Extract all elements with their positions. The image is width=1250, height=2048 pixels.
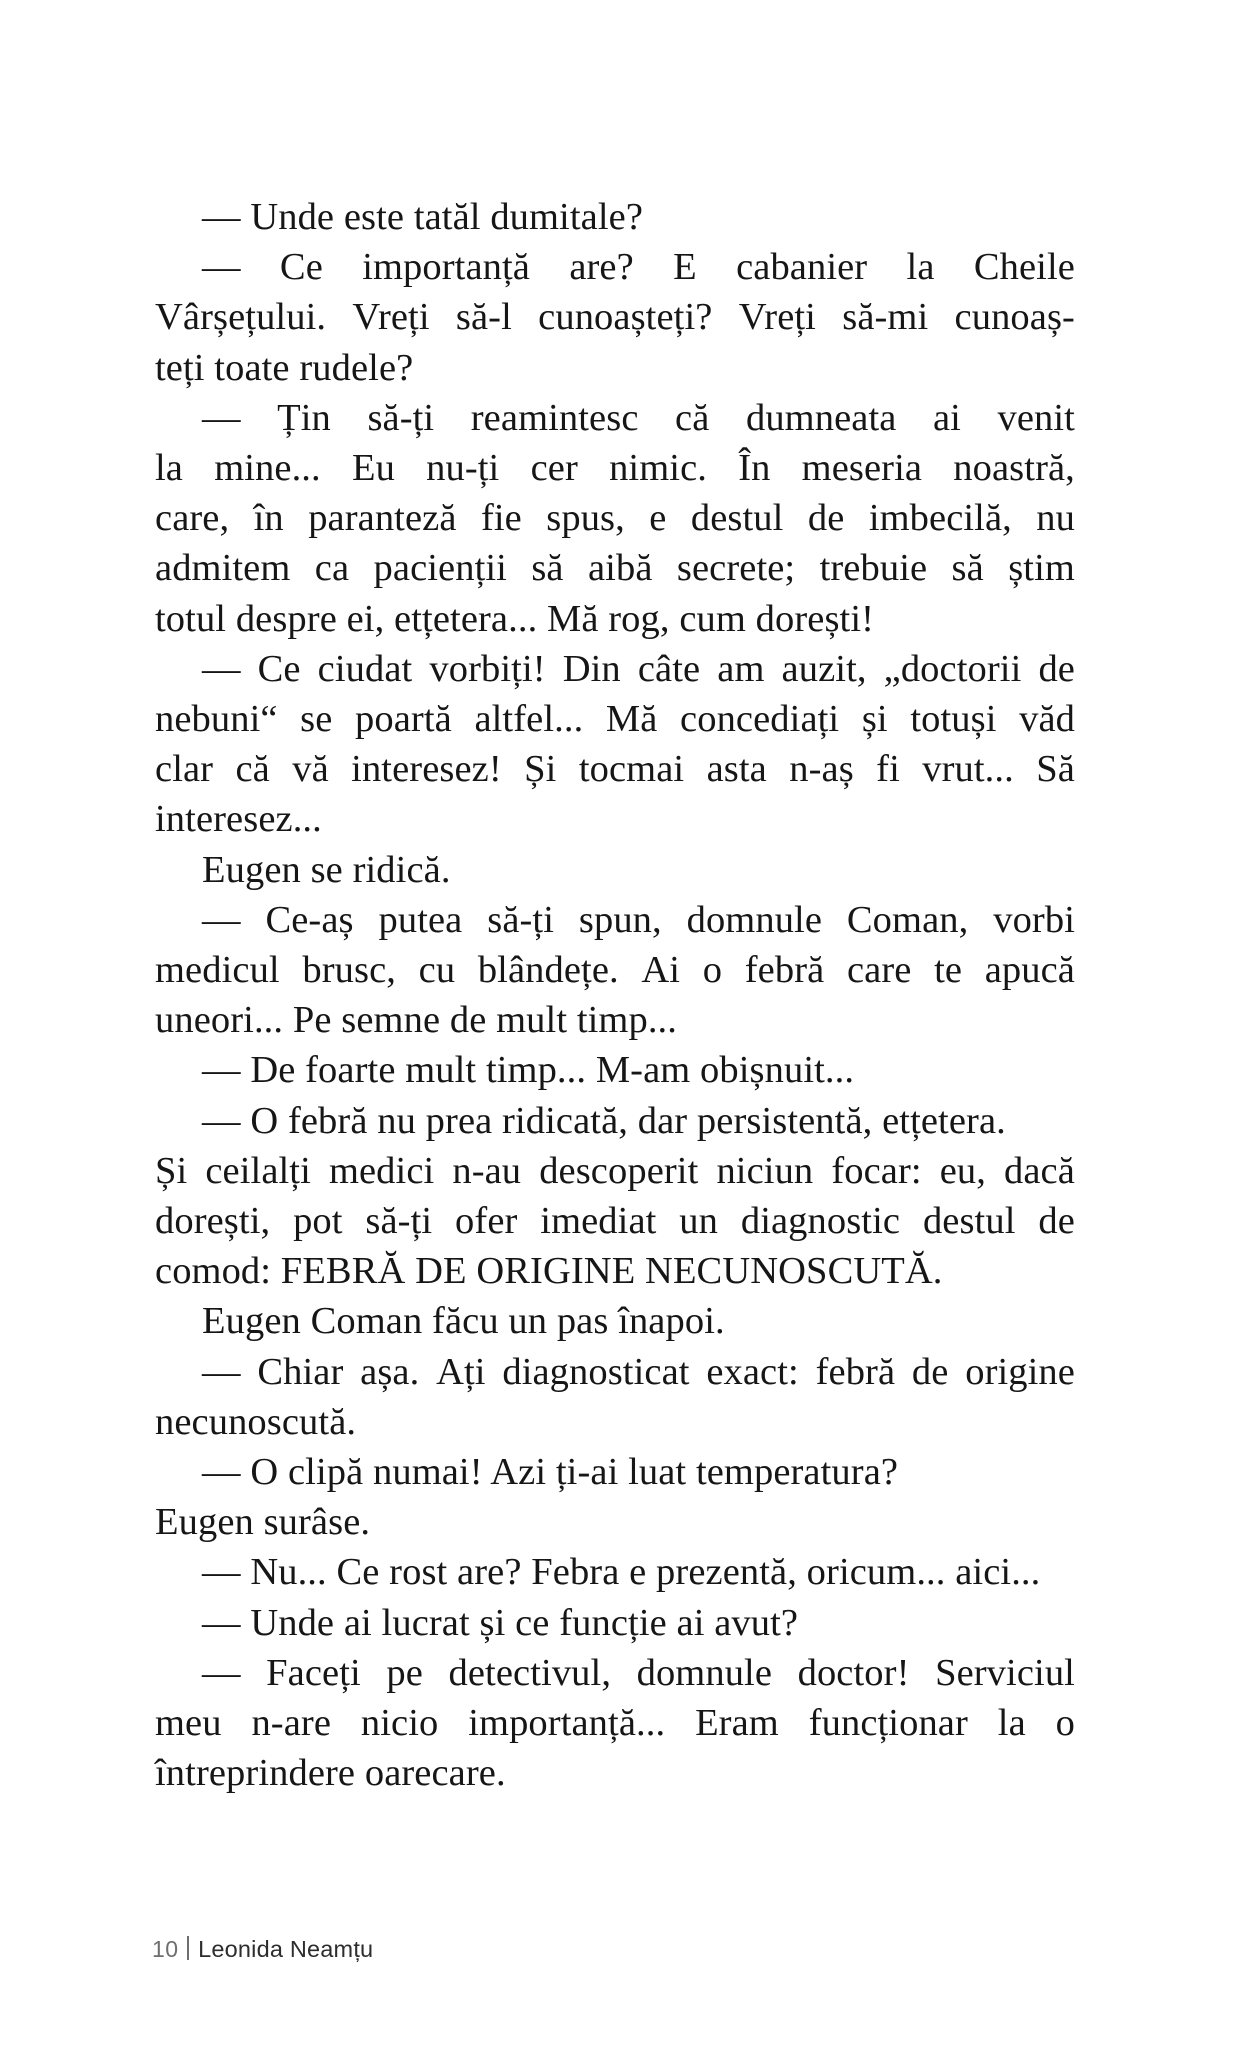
body-word: fi xyxy=(876,748,900,791)
body-word: nebuni“ xyxy=(155,698,278,741)
body-word: blândețe. xyxy=(477,949,619,992)
body-word: domnule xyxy=(686,898,823,941)
body-word: detectivul, xyxy=(448,1651,612,1694)
body-word: E xyxy=(673,246,697,289)
body-word: un xyxy=(679,1200,718,1243)
body-word: pacienții xyxy=(373,547,507,590)
body-word: tocmai xyxy=(578,748,685,791)
body-line xyxy=(155,1698,1075,1748)
body-word: fie xyxy=(480,497,522,540)
body-word: știm xyxy=(1008,547,1075,590)
body-word: focar: xyxy=(831,1149,922,1192)
body-word: dumneata xyxy=(745,396,897,439)
body-word: Coman, xyxy=(846,898,969,941)
body-word: Vreți xyxy=(738,296,816,339)
body-word: paranteză xyxy=(308,497,457,540)
body-line xyxy=(155,744,1075,794)
body-word: ciudat xyxy=(317,647,413,690)
body-word: Ce xyxy=(257,647,301,690)
body-line xyxy=(155,443,1075,493)
body-line: interesez... xyxy=(155,798,322,841)
body-word: nu-ți xyxy=(426,447,500,490)
body-line xyxy=(155,1648,1075,1698)
body-line: necunoscută. xyxy=(155,1400,357,1443)
body-word: descoperit xyxy=(539,1149,699,1192)
body-word: trebuie xyxy=(819,547,928,590)
body-word: să xyxy=(531,547,564,590)
body-word: — xyxy=(202,246,241,289)
body-word: la xyxy=(155,447,183,490)
body-word: — xyxy=(202,1350,241,1393)
body-line: totul despre ei, etțetera... Mă rog, cum dorești! xyxy=(155,597,875,640)
body-word: febră xyxy=(815,1350,896,1393)
body-line: comod: FEBRĂ DE ORIGINE NECUNOSCUTĂ. xyxy=(155,1250,943,1293)
body-word: Țin xyxy=(277,396,331,439)
body-word: are? xyxy=(569,246,634,289)
body-line: Eugen Coman făcu un pas înapoi. xyxy=(202,1300,725,1343)
body-word: aibă xyxy=(587,547,653,590)
body-word: cunoaș- xyxy=(954,296,1075,339)
body-word: să-ți xyxy=(487,898,555,941)
body-word: cu xyxy=(418,949,456,992)
body-line xyxy=(155,242,1075,292)
body-text xyxy=(155,192,1075,1799)
body-word: în xyxy=(253,497,284,540)
body-line: Eugen se ridică. xyxy=(202,848,451,891)
body-line: întreprindere oarecare. xyxy=(155,1752,506,1795)
body-word: să-l xyxy=(455,296,512,339)
body-word: nicio xyxy=(360,1702,439,1745)
body-word: să-mi xyxy=(842,296,929,339)
body-word: meseria xyxy=(801,447,923,490)
body-word: auzit, xyxy=(781,647,867,690)
body-word: „doctorii xyxy=(883,647,1022,690)
body-word: medici xyxy=(328,1149,435,1192)
body-word: Și xyxy=(155,1149,188,1192)
body-word: venit xyxy=(997,396,1075,439)
body-word: dorești, xyxy=(155,1200,271,1243)
body-word: interesez! xyxy=(351,748,502,791)
body-line xyxy=(155,1347,1075,1397)
body-word: Faceți xyxy=(266,1651,361,1694)
body-word: importanță... xyxy=(468,1702,666,1745)
body-word: vrut... xyxy=(922,748,1014,791)
body-word: am xyxy=(717,647,765,690)
body-word: cunoașteți? xyxy=(538,296,713,339)
body-word: origine xyxy=(965,1350,1075,1393)
body-word: — xyxy=(202,647,241,690)
body-word: de xyxy=(1038,647,1075,690)
body-line xyxy=(155,694,1075,744)
body-word: Ce xyxy=(279,246,323,289)
body-word: că xyxy=(675,396,710,439)
body-word: Cheile xyxy=(973,246,1075,289)
body-word: destul xyxy=(690,497,784,540)
body-word: ceilalți xyxy=(205,1149,311,1192)
body-line xyxy=(155,393,1075,443)
body-word: meu xyxy=(155,1702,222,1745)
body-line xyxy=(155,543,1075,593)
body-line: — O clipă numai! Azi ți-ai luat temperatura? xyxy=(202,1451,899,1494)
body-word: Ați xyxy=(436,1350,486,1393)
body-word: concediați xyxy=(680,698,840,741)
body-word: pot xyxy=(293,1200,343,1243)
body-word: ofer xyxy=(455,1200,518,1243)
body-word: cer xyxy=(530,447,578,490)
body-word: Serviciul xyxy=(935,1651,1075,1694)
body-word: exact: xyxy=(706,1350,799,1393)
body-word: ai xyxy=(932,396,961,439)
body-word: dacă xyxy=(1004,1149,1075,1192)
folio-separator-rule xyxy=(187,1936,189,1960)
body-word: totuși xyxy=(910,698,997,741)
body-word: destul xyxy=(922,1200,1016,1243)
page-footer xyxy=(152,1933,373,1963)
body-word: Eu xyxy=(351,447,395,490)
body-word: putea xyxy=(378,898,463,941)
body-line xyxy=(155,945,1075,995)
page-number: 10 xyxy=(152,1936,179,1962)
body-word: vorbi xyxy=(993,898,1075,941)
body-word: importanță xyxy=(362,246,530,289)
body-word: de xyxy=(911,1350,949,1393)
body-word: — xyxy=(202,396,241,439)
body-word: spus, xyxy=(546,497,625,540)
body-word: să-ți xyxy=(365,1200,433,1243)
body-word: n-au xyxy=(452,1149,522,1192)
body-line xyxy=(155,292,1075,342)
body-word: febră xyxy=(744,949,825,992)
body-word: Ai xyxy=(641,949,681,992)
body-word: de xyxy=(1038,1200,1075,1243)
body-word: o xyxy=(702,949,723,992)
body-word: ca xyxy=(314,547,350,590)
body-word: Chiar xyxy=(257,1350,344,1393)
body-word: noastră, xyxy=(953,447,1075,490)
body-line: — O febră nu prea ridicată, dar persistentă, etțetera. xyxy=(202,1099,1006,1142)
body-line xyxy=(155,895,1075,945)
body-word: văd xyxy=(1019,698,1075,741)
body-word: mine... xyxy=(214,447,321,490)
body-word: admitem xyxy=(155,547,291,590)
body-line xyxy=(155,493,1075,543)
body-word: imbecilă, xyxy=(868,497,1012,540)
body-word: În xyxy=(738,447,771,490)
body-word: se xyxy=(300,698,333,741)
body-word: la xyxy=(906,246,935,289)
body-line: — Nu... Ce rost are? Febra e prezentă, oricum... aici... xyxy=(202,1551,1041,1594)
body-word: cabanier xyxy=(736,246,868,289)
body-word: n-aș xyxy=(789,748,854,791)
body-word: Și xyxy=(524,748,557,791)
body-word: apucă xyxy=(984,949,1075,992)
body-word: că xyxy=(235,748,270,791)
body-word: eu, xyxy=(939,1149,986,1192)
body-word: doctor! xyxy=(797,1651,910,1694)
body-line: — De foarte mult timp... M-am obișnuit... xyxy=(202,1049,855,1092)
body-word: n-are xyxy=(251,1702,332,1745)
body-line xyxy=(155,644,1075,694)
body-word: imediat xyxy=(540,1200,657,1243)
body-word: Mă xyxy=(605,698,658,741)
body-line: teți toate rudele? xyxy=(155,346,414,389)
body-word: spun, xyxy=(578,898,662,941)
body-word: să xyxy=(951,547,984,590)
body-word: și xyxy=(861,698,888,741)
body-word: Eram xyxy=(695,1702,779,1745)
body-line xyxy=(155,1146,1075,1196)
body-line xyxy=(155,1196,1075,1246)
body-word: brusc, xyxy=(302,949,396,992)
body-word: clar xyxy=(155,748,214,791)
body-word: te xyxy=(934,949,963,992)
body-line: Eugen surâse. xyxy=(155,1501,371,1544)
running-author-name: Leonida Neamțu xyxy=(198,1936,374,1962)
body-word: altfel... xyxy=(474,698,584,741)
body-word: — xyxy=(202,1651,241,1694)
body-word: domnule xyxy=(636,1651,773,1694)
body-word: o xyxy=(1055,1702,1075,1745)
body-word: reamintesc xyxy=(470,396,639,439)
body-word: așa. xyxy=(360,1350,420,1393)
body-word: care xyxy=(846,949,912,992)
body-line: uneori... Pe semne de mult timp... xyxy=(155,999,678,1042)
body-word: vă xyxy=(292,748,329,791)
body-word: Ce-aș xyxy=(265,898,354,941)
body-word: diagnosticat xyxy=(502,1350,690,1393)
body-word: e xyxy=(649,497,667,540)
body-word: de xyxy=(807,497,845,540)
body-word: vorbiți! xyxy=(429,647,546,690)
body-line: — Unde este tatăl dumitale? xyxy=(202,196,644,238)
body-word: care, xyxy=(155,497,230,540)
body-word: să-ți xyxy=(367,396,435,439)
body-word: Vreți xyxy=(352,296,430,339)
body-word: funcționar xyxy=(808,1702,968,1745)
body-word: medicul xyxy=(155,949,280,992)
body-word: Să xyxy=(1036,748,1075,791)
body-word: nimic. xyxy=(609,447,707,490)
body-line: — Unde ai lucrat și ce funcție ai avut? xyxy=(202,1601,799,1644)
body-word: — xyxy=(202,898,241,941)
body-word: diagnostic xyxy=(740,1200,901,1243)
body-word: secrete; xyxy=(676,547,796,590)
body-word: câte xyxy=(637,647,701,690)
body-word: poartă xyxy=(355,698,452,741)
body-word: la xyxy=(997,1702,1026,1745)
body-word: Din xyxy=(562,647,621,690)
body-word: nu xyxy=(1036,497,1075,540)
body-word: Vârșețului. xyxy=(155,296,327,339)
body-word: niciun xyxy=(716,1149,814,1192)
body-word: asta xyxy=(706,748,767,791)
body-word: pe xyxy=(386,1651,423,1694)
